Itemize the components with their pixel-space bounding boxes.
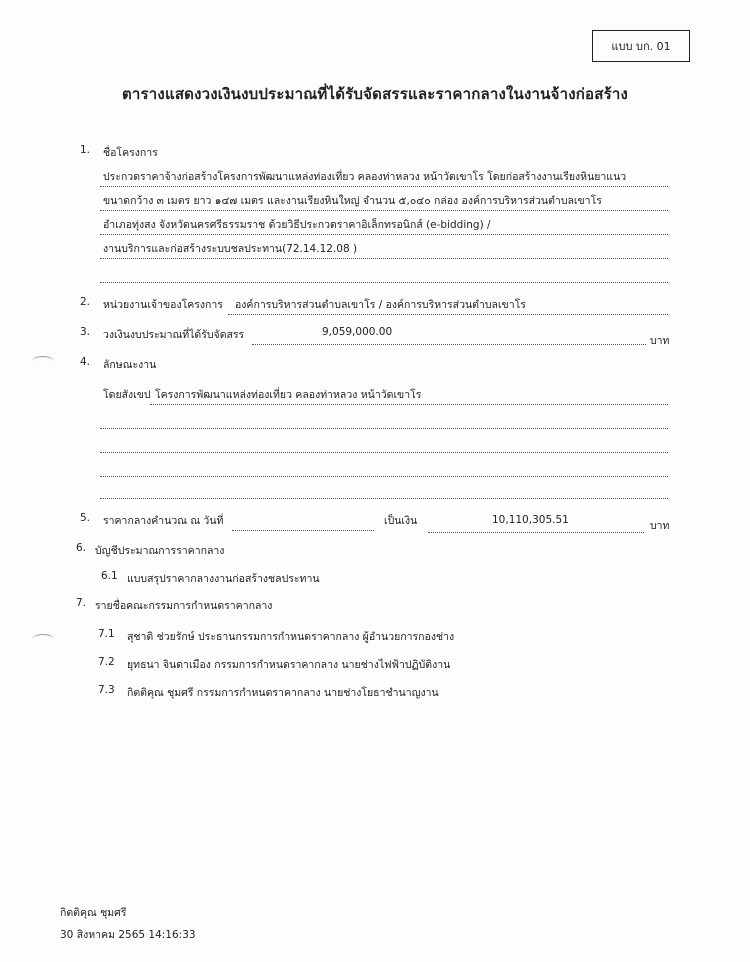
- item5-number: 5.: [80, 512, 91, 524]
- dotted-line: [100, 428, 668, 429]
- dotted-line: [232, 530, 374, 531]
- project-name-line-2: ขนาดกว้าง ๓ เมตร ยาว ๑๔๗ เมตร และงานเรียงหินใหญ่ จำนวน ๕,๐๔๐ กล่อง องค์การบริหารส่วนตำบลเขาโร: [103, 195, 602, 207]
- item2-label: หน่วยงานเจ้าของโครงการ: [103, 299, 223, 311]
- dotted-line: [100, 498, 668, 499]
- amount-label: เป็นเงิน: [384, 515, 418, 527]
- dotted-line: [100, 186, 668, 187]
- budget-unit: บาท: [650, 335, 670, 347]
- dotted-line: [428, 532, 644, 533]
- item4-number: 4.: [80, 356, 91, 368]
- punch-hole-mark: [32, 634, 54, 645]
- owner-agency-value: องค์การบริหารส่วนตำบลเขาโร / องค์การบริหารส่วนตำบลเขาโร: [235, 299, 526, 311]
- item6-number: 6.: [76, 542, 87, 554]
- item1-number: 1.: [80, 144, 91, 156]
- dotted-line: [100, 210, 668, 211]
- committee-member-number: 7.3: [98, 684, 115, 696]
- dotted-line: [100, 476, 668, 477]
- project-name-line-3: อำเภอทุ่งสง จังหวัดนครศรีธรรมราช ด้วยวิธีประกวดราคาอิเล็กทรอนิกส์ (e-bidding) /: [103, 219, 491, 231]
- summary-label: โดยสังเขป: [103, 389, 151, 401]
- item7-number: 7.: [76, 597, 87, 609]
- project-name-line-4: งานบริการและก่อสร้างระบบชลประทาน(72.14.12.08 ): [103, 243, 358, 255]
- item4-label: ลักษณะงาน: [103, 359, 157, 371]
- item6-label: บัญชีประมาณการราคากลาง: [95, 545, 225, 557]
- item5-label: ราคากลางคำนวณ ณ วันที่: [103, 515, 224, 527]
- summary-value: โครงการพัฒนาแหล่งท่องเที่ยว คลองท่าหลวง หน้าวัดเขาโร: [155, 389, 422, 401]
- dotted-line: [252, 344, 646, 345]
- dotted-line: [100, 234, 668, 235]
- form-code-box: แบบ บก. 01: [592, 30, 690, 62]
- median-price-unit: บาท: [650, 520, 670, 532]
- project-name-line-1: ประกวดราคาจ้างก่อสร้างโครงการพัฒนาแหล่งท่องเที่ยว คลองท่าหลวง หน้าวัดเขาโร โดยก่อสร้างงานเรียงหินยาแนว: [103, 171, 627, 183]
- footer-timestamp: 30 สิงหาคม 2565 14:16:33: [60, 929, 196, 941]
- committee-member-1: สุชาติ ช่วยรักษ์ ประธานกรรมการกำหนดราคากลาง ผู้อำนวยการกองช่าง: [127, 631, 455, 643]
- dotted-line: [150, 404, 668, 405]
- budget-value: 9,059,000.00: [322, 326, 393, 338]
- item6-1-number: 6.1: [101, 570, 118, 582]
- item2-number: 2.: [80, 296, 91, 308]
- dotted-line: [100, 452, 668, 453]
- committee-member-2: ยุทธนา จินดาเมือง กรรมการกำหนดราคากลาง นายช่างไฟฟ้าปฏิบัติงาน: [127, 659, 451, 671]
- item1-label: ชื่อโครงการ: [103, 147, 158, 159]
- item3-number: 3.: [80, 326, 91, 338]
- dotted-line: [228, 314, 668, 315]
- committee-member-3: กิตติคุณ ชุมศรี กรรมการกำหนดราคากลาง นายช่างโยธาชำนาญงาน: [127, 687, 439, 699]
- committee-member-number: 7.1: [98, 628, 115, 640]
- item3-label: วงเงินงบประมาณที่ได้รับจัดสรร: [103, 329, 245, 341]
- footer-name: กิตติคุณ ชุมศรี: [60, 907, 127, 919]
- committee-member-number: 7.2: [98, 656, 115, 668]
- dotted-line: [100, 258, 668, 259]
- item6-1-label: แบบสรุปราคากลางงานก่อสร้างชลประทาน: [127, 573, 320, 585]
- document-title: ตารางแสดงวงเงินงบประมาณที่ได้รับจัดสรรและราคากลางในงานจ้างก่อสร้าง: [121, 85, 628, 103]
- dotted-line: [100, 282, 668, 283]
- median-price-value: 10,110,305.51: [492, 514, 569, 526]
- item7-label: รายชื่อคณะกรรมการกำหนดราคากลาง: [95, 600, 273, 612]
- punch-hole-mark: [32, 356, 54, 367]
